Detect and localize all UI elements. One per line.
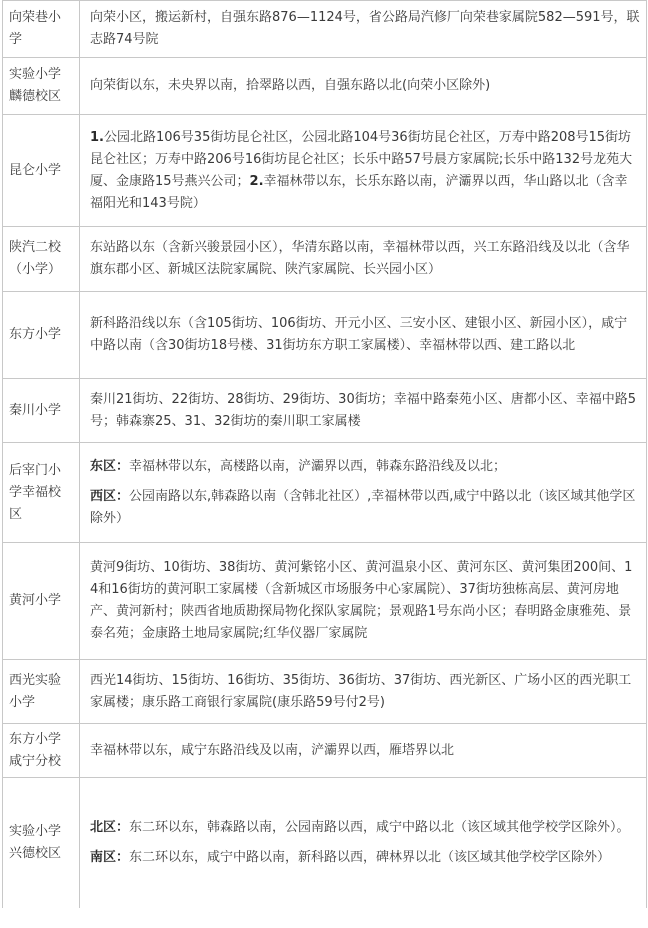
table-row: [3, 778, 647, 908]
table-row: [3, 660, 647, 724]
school-name: 实验小学兴德校区: [3, 778, 80, 908]
table-row: [3, 58, 647, 115]
district-text: 公园南路以东,韩森路以南（含韩北社区）,幸福林带以西,咸宁中路以北（该区域其他学区除外）: [90, 488, 636, 526]
district-paragraph: [90, 486, 640, 530]
district-area: [80, 115, 647, 227]
school-name: 东方小学: [3, 292, 80, 379]
district-paragraph: [90, 817, 640, 839]
district-text: 幸福林带以东，长乐东路以南，浐灞界以西，华山路以北（含幸福阳光和143号院）: [90, 173, 628, 211]
district-area: 黄河9街坊、10街坊、38街坊、黄河紫铭小区、黄河温泉小区、黄河东区、黄河集团200间、14和16街坊的黄河职工家属楼（含新城区市场服务中心家属院）、37街坊独栋高层、黄河房地产、黄河新村；陕西省地质勘探局物化探队家属院；景观路1号东尚小区；春明路金康雅苑、景泰名苑；金康路土地局家属院;红华仪器厂家属院: [80, 543, 647, 660]
table-row: [3, 227, 647, 292]
district-area: 向荣街以东，未央界以南，拾翠路以西，自强东路以北(向荣小区除外): [80, 58, 647, 115]
school-name: 后宰门小学幸福校区: [3, 443, 80, 543]
school-name: 黄河小学: [3, 543, 80, 660]
school-name: 实验小学麟德校区: [3, 58, 80, 115]
district-area: 秦川21街坊、22街坊、28街坊、29街坊、30街坊；幸福中路秦苑小区、唐都小区、幸福中路5号；韩森寨25、31、32街坊的秦川职工家属楼: [80, 379, 647, 443]
district-area: [80, 778, 647, 908]
district-paragraph: [90, 847, 640, 869]
school-name: 昆仑小学: [3, 115, 80, 227]
item-number: 2.: [249, 173, 264, 189]
district-area: [80, 443, 647, 543]
table-row: [3, 443, 647, 543]
district-text: 东二环以东，韩森路以南，公园南路以西，咸宁中路以北（该区域其他学校学区除外）。: [129, 819, 630, 835]
table-row: [3, 292, 647, 379]
school-name: 向荣巷小学: [3, 1, 80, 58]
table-row: [3, 115, 647, 227]
school-name: 东方小学咸宁分校: [3, 724, 80, 778]
item-number: 1.: [90, 129, 104, 145]
table-row: [3, 543, 647, 660]
zone-label: 西区：: [90, 488, 130, 504]
district-text: 公园北路106号35街坊昆仑社区，公园北路104号36街坊昆仑社区，万寿中路208号15街坊昆仑社区；万寿中路206号16街坊昆仑社区；长乐中路57号晨方家属院;长乐中路132号龙苑大厦、金康路15号燕兴公司；: [90, 129, 633, 189]
zone-label: 南区：: [90, 849, 130, 865]
table-row: [3, 379, 647, 443]
zone-label: 北区：: [90, 819, 130, 835]
school-name: 陕汽二校（小学）: [3, 227, 80, 292]
table-row: [3, 1, 647, 58]
school-name: 秦川小学: [3, 379, 80, 443]
district-text: 幸福林带以东，高楼路以南，浐灞界以西，韩森东路沿线及以北；: [129, 458, 507, 474]
district-area: 幸福林带以东，咸宁东路沿线及以南，浐灞界以西，雁塔界以北: [80, 724, 647, 778]
district-area: 新科路沿线以东（含105街坊、106街坊、开元小区、三安小区、建银小区、新园小区），咸宁中路以南（含30街坊18号楼、31街坊东方职工家属楼）、幸福林带以西、建工路以北: [80, 292, 647, 379]
district-text: 东二环以东，咸宁中路以南，新科路以西，碑林界以北（该区域其他学校学区除外）: [129, 849, 611, 865]
zone-label: 东区：: [90, 458, 130, 474]
school-name: 西光实验小学: [3, 660, 80, 724]
table-row: [3, 724, 647, 778]
district-area: 向荣小区，搬运新村，自强东路876—1124号，省公路局汽修厂向荣巷家属院582—591号，联志路74号院: [80, 1, 647, 58]
district-area: 西光14街坊、15街坊、16街坊、35街坊、36街坊、37街坊、西光新区、广场小区的西光职工家属楼；康乐路工商银行家属院(康乐路59号付2号): [80, 660, 647, 724]
school-district-table: [2, 0, 647, 908]
district-paragraph: [90, 456, 640, 478]
district-area: 东站路以东（含新兴骏景园小区），华清东路以南，幸福林带以西，兴工东路沿线及以北（含华旗东郡小区、新城区法院家属院、陕汽家属院、长兴园小区）: [80, 227, 647, 292]
